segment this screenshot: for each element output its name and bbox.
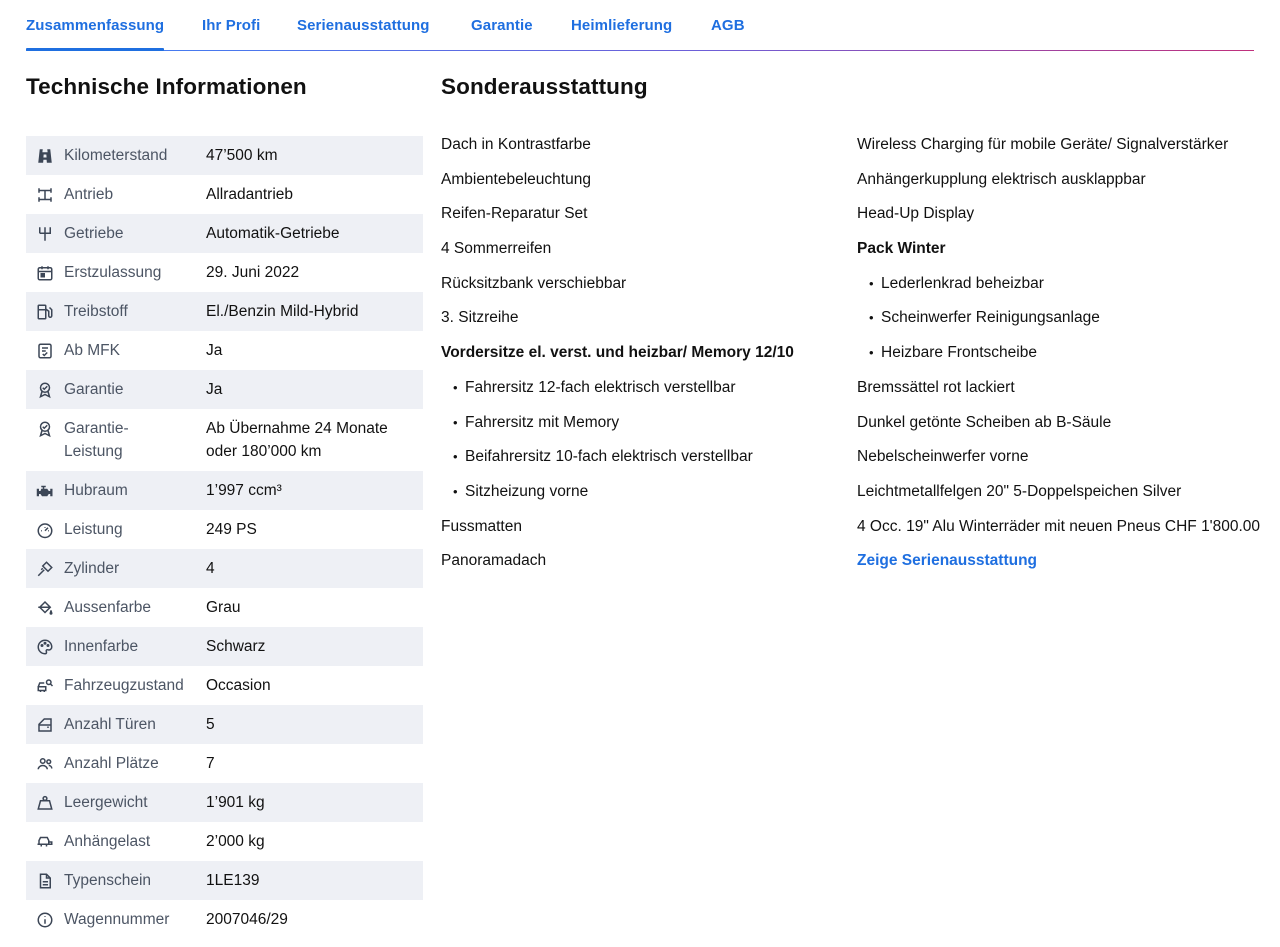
special-equipment-left-column [441,133,851,584]
spec-row [26,549,423,588]
tab-zusammenfassung[interactable]: Zusammenfassung [26,17,165,34]
equipment-subitem: • Fahrersitz mit Memory [441,411,851,434]
equipment-item: 4 Sommerreifen [441,240,552,258]
spec-label: Anhängelast [64,833,151,850]
spec-value: Ja [206,342,223,359]
equipment-item: Vordersitze el. verst. und heizbar/ Memory 12/10 [441,344,794,362]
equipment-item: Panoramadach [441,552,547,570]
spec-label: Typenschein [64,872,152,889]
drivetrain-icon [26,175,64,204]
spec-row [26,783,423,822]
spec-label: Fahrzeugzustand [64,677,184,694]
tab-ihr-profi[interactable]: Ihr Profi [202,17,261,34]
piston-icon [26,549,64,578]
gearbox-icon [26,214,64,243]
tech-info-table [26,136,423,939]
tab-agb[interactable]: AGB [711,17,745,34]
people-icon [26,744,64,773]
document-icon [26,861,64,890]
weight-icon [26,783,64,812]
equipment-item: Anhängerkupplung elektrisch ausklappbar [857,170,1146,188]
door-icon [26,705,64,734]
spec-row [26,471,423,510]
equipment-item: 4 Occ. 19" Alu Winterräder mit neuen Pneus CHF 1'800.00 [857,517,1261,535]
special-equipment-right-column [857,133,1267,572]
equipment-item: Rücksitzbank verschiebbar [441,274,627,292]
spec-value: 1’901 kg [206,794,265,811]
spec-label: Getriebe [64,225,124,242]
equipment-item: Bremssättel rot lackiert [857,378,1015,396]
spec-value: Occasion [206,677,271,694]
equipment-item: Ambientebeleuchtung [441,170,591,188]
spec-value: 2007046/29 [206,911,288,928]
tech-info-title: Technische Informationen [26,74,307,99]
spec-value: 4 [206,560,215,577]
spec-value: El./Benzin Mild-Hybrid [206,303,359,320]
spec-label: Aussenfarbe [64,599,152,616]
spec-row [26,175,423,214]
spec-label: Garantie-Leistung [64,420,129,460]
palette-icon [26,627,64,656]
engine-icon [26,471,64,500]
spec-value: 5 [206,716,215,733]
spec-row [26,214,423,253]
spec-label: Erstzulassung [64,264,162,281]
spec-value: 29. Juni 2022 [206,264,300,281]
spec-row [26,409,423,471]
spec-label: Leistung [64,521,123,538]
spec-label: Zylinder [64,560,120,577]
award-icon [26,370,64,399]
equipment-subitem: • Scheinwerfer Reinigungsanlage [857,306,1267,329]
equipment-item: Reifen-Reparatur Set [441,205,588,223]
equipment-item: Dach in Kontrastfarbe [441,136,591,153]
spec-row [26,666,423,705]
spec-value: 249 PS [206,521,257,538]
spec-value: Allradantrieb [206,186,294,203]
equipment-subitem: • Fahrersitz 12-fach elektrisch verstellbar [441,376,851,399]
special-equipment-title: Sonderausstattung [441,74,648,99]
spec-row [26,370,423,409]
inspection-icon [26,331,64,360]
tab-serienausstattung[interactable]: Serienausstattung [297,17,430,34]
show-standard-equipment-link[interactable]: Zeige Serienausstattung [857,552,1038,570]
spec-row [26,900,423,939]
spec-value: 7 [206,755,215,772]
equipment-item: Dunkel getönte Scheiben ab B-Säule [857,413,1112,431]
spec-row [26,588,423,627]
spec-value: 47’500 km [206,147,278,164]
spec-label: Leergewicht [64,794,148,811]
spec-row [26,744,423,783]
spec-label: Antrieb [64,186,114,203]
spec-value: 1’997 ccm³ [206,482,282,499]
equipment-item: Nebelscheinwerfer vorne [857,448,1029,466]
speedometer-icon [26,510,64,539]
tab-bar-divider [26,50,1254,51]
spec-value: Ja [206,381,223,398]
spec-value: 1LE139 [206,872,260,889]
info-icon [26,900,64,929]
spec-label: Anzahl Türen [64,716,156,733]
spec-row [26,627,423,666]
spec-row [26,510,423,549]
spec-label: Wagennummer [64,911,170,928]
equipment-sublist [857,272,1267,364]
award-icon [26,409,64,438]
spec-row [26,253,423,292]
spec-label: Ab MFK [64,342,120,359]
equipment-subitem: • Heizbare Frontscheibe [857,341,1267,364]
tab-garantie[interactable]: Garantie [471,17,533,34]
calendar-icon [26,253,64,282]
spec-label: Kilometerstand [64,147,168,164]
trailer-icon [26,822,64,851]
equipment-item: 3. Sitzreihe [441,309,519,327]
spec-row [26,861,423,900]
spec-value: Automatik-Getriebe [206,225,340,242]
equipment-item: Pack Winter [857,240,946,258]
spec-row [26,822,423,861]
spec-value: 2’000 kg [206,833,265,850]
spec-label: Hubraum [64,482,128,499]
equipment-subitem: • Sitzheizung vorne [441,480,851,503]
equipment-item: Fussmatten [441,517,522,535]
equipment-subitem: • Beifahrersitz 10-fach elektrisch verstellbar [441,445,851,468]
equipment-item: Leichtmetallfelgen 20" 5-Doppelspeichen Silver [857,482,1182,500]
spec-row [26,705,423,744]
spec-row [26,331,423,370]
spec-label: Anzahl Plätze [64,755,159,772]
spec-label: Treibstoff [64,303,128,320]
equipment-item: Head-Up Display [857,205,975,223]
spec-value: Ab Übernahme 24 Monate oder 180’000 km [206,420,388,460]
equipment-item: Wireless Charging für mobile Geräte/ Signalverstärker [857,136,1229,153]
spec-row [26,136,423,175]
spec-value: Schwarz [206,638,266,655]
paint-bucket-icon [26,588,64,617]
tab-bar [26,0,1254,52]
spec-value: Grau [206,599,241,616]
spec-label: Innenfarbe [64,638,139,655]
car-search-icon [26,666,64,695]
spec-row [26,292,423,331]
fuel-icon [26,292,64,321]
equipment-sublist [441,376,851,503]
road-icon [26,136,64,165]
tab-heimlieferung[interactable]: Heimlieferung [571,17,673,34]
spec-label: Garantie [64,381,124,398]
equipment-subitem: • Lederlenkrad beheizbar [857,272,1267,295]
